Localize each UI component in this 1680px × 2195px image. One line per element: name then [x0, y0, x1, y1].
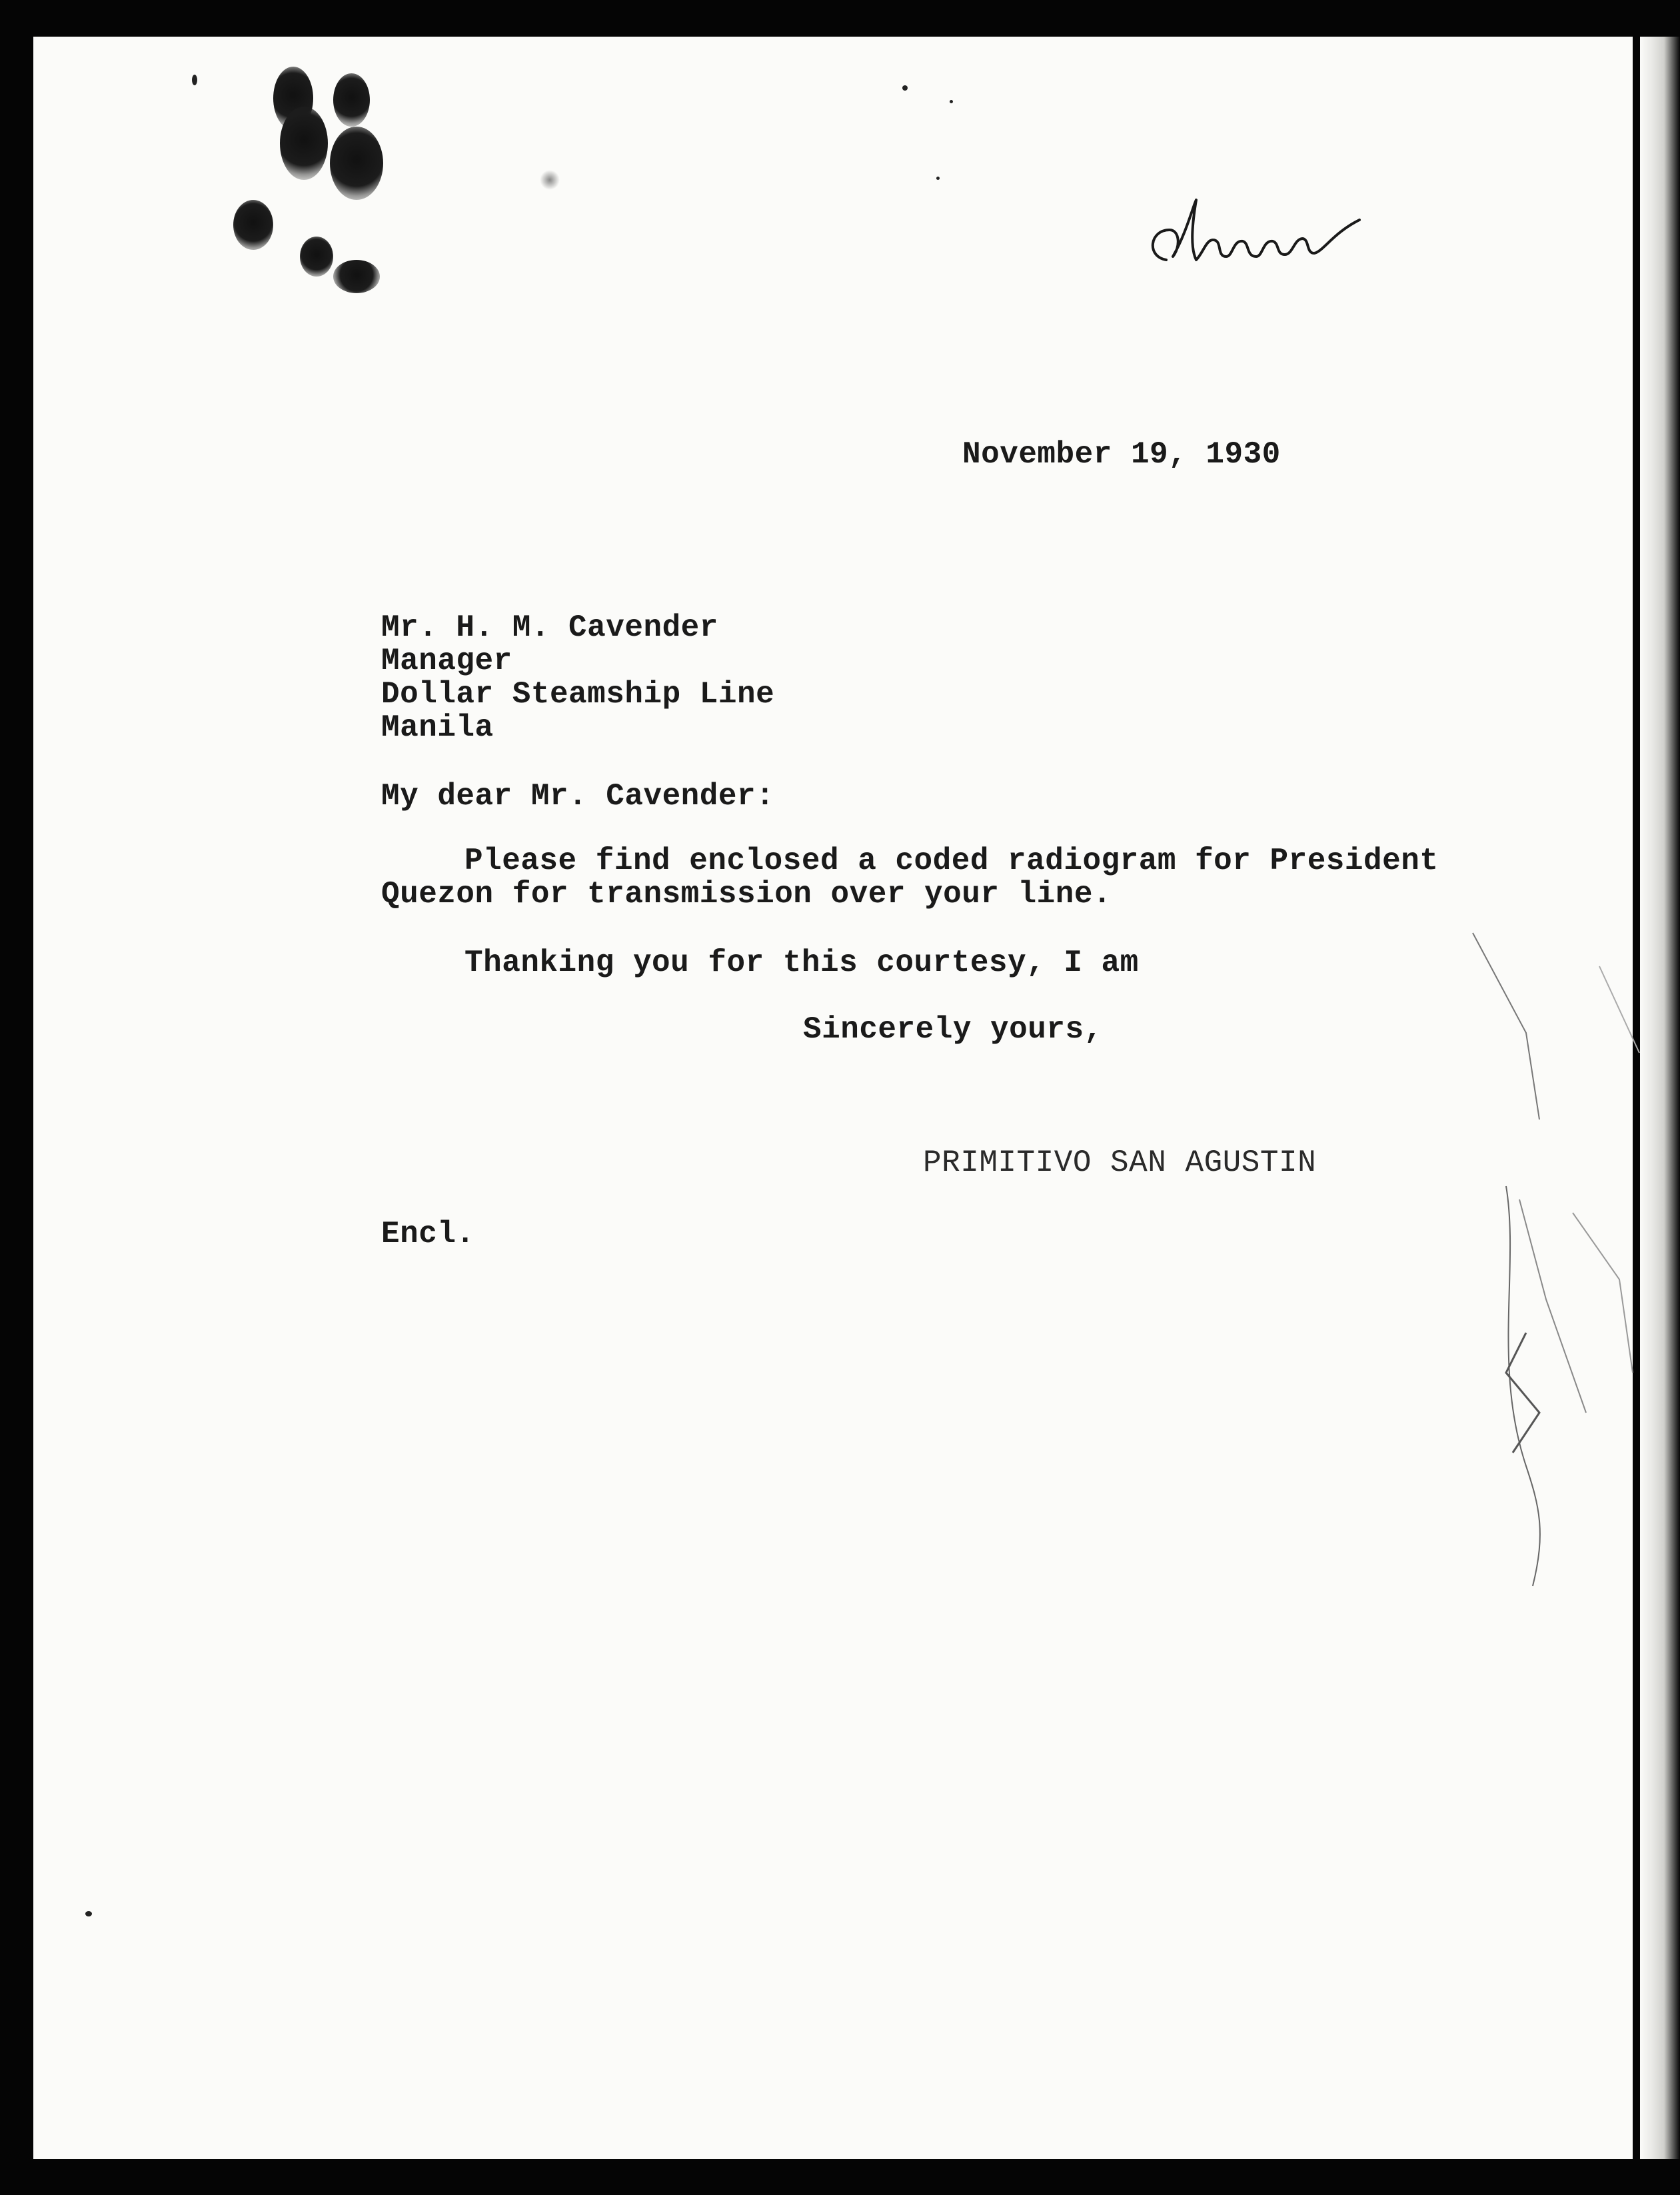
- recipient-company: Dollar Steamship Line: [381, 677, 775, 712]
- recipient-title: Manager: [381, 644, 512, 678]
- ink-blot: [333, 73, 370, 127]
- speck: [192, 75, 197, 85]
- recipient-name: Mr. H. M. Cavender: [381, 610, 718, 645]
- closing: Sincerely yours,: [803, 1012, 1103, 1047]
- speck: [936, 177, 940, 180]
- body-paragraph-1-line-1: Please find enclosed a coded radiogram for President: [464, 844, 1439, 878]
- speck: [902, 85, 908, 91]
- speck: [950, 100, 953, 103]
- body-paragraph-1-line-2: Quezon for transmission over your line.: [381, 877, 1112, 912]
- paper-scratches: [1466, 866, 1666, 1666]
- ink-blot: [330, 127, 383, 200]
- smudge: [540, 170, 560, 190]
- signature-block: PRIMITIVO SAN AGUSTIN: [923, 1145, 1317, 1180]
- ink-blot: [280, 107, 328, 180]
- salutation: My dear Mr. Cavender:: [381, 779, 775, 814]
- ink-blot: [233, 200, 273, 250]
- ink-blot: [333, 260, 380, 293]
- speck: [85, 1911, 92, 1916]
- letter-date: November 19, 1930: [962, 437, 1281, 472]
- letter-page: [33, 37, 1633, 2159]
- enclosure-note: Encl.: [381, 1217, 475, 1251]
- body-paragraph-2: Thanking you for this courtesy, I am: [464, 946, 1139, 980]
- ink-blot: [300, 237, 333, 277]
- recipient-city: Manila: [381, 710, 494, 745]
- handwritten-annotation: [1140, 193, 1366, 280]
